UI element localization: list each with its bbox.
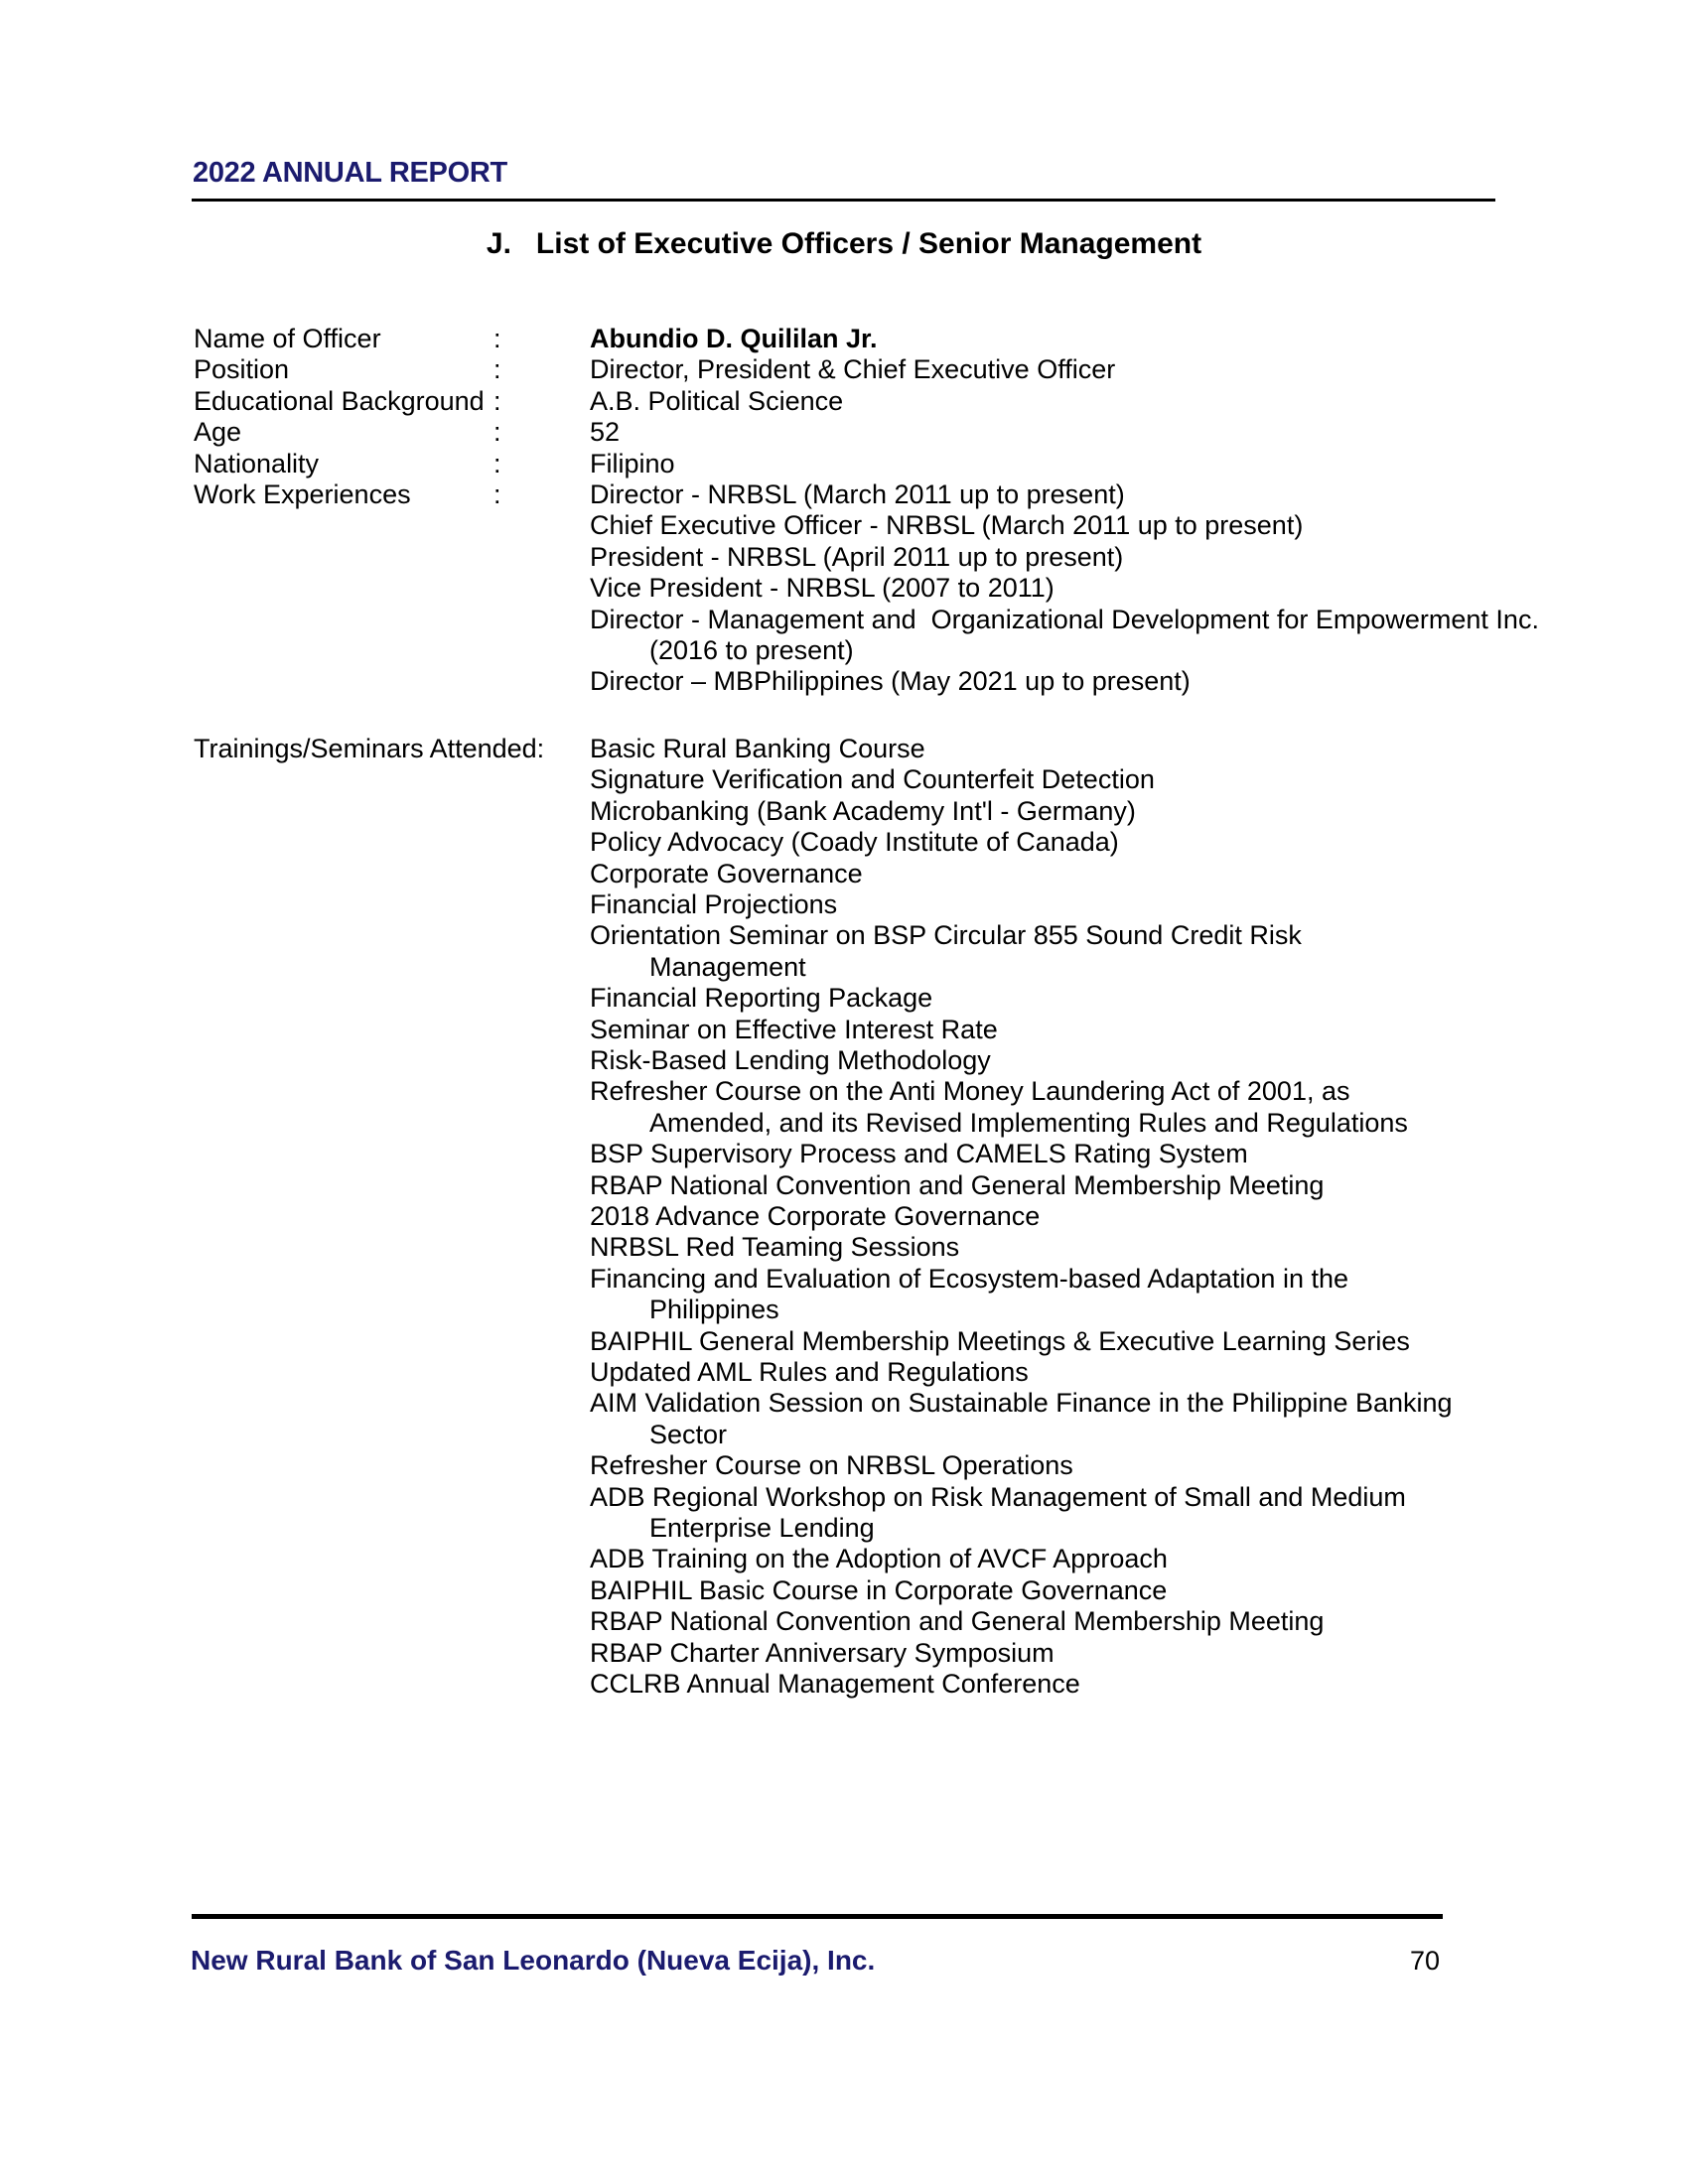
training-item: RBAP Charter Anniversary Symposium [590,1637,1055,1668]
field-value: Abundio D. Quililan Jr. [590,324,878,353]
training-item: Enterprise Lending [649,1513,875,1544]
training-item: Financial Projections [590,888,838,919]
training-item: NRBSL Red Teaming Sessions [590,1232,960,1263]
training-item: Refresher Course on NRBSL Operations [590,1450,1073,1481]
field-colon: : [493,385,501,416]
work-experience-item: President - NRBSL (April 2011 up to present) [590,541,1124,572]
field-value: Director, President & Chief Executive Officer [590,354,1116,385]
field-label: Age [194,417,242,448]
officer-field-row [194,449,1653,479]
training-item: Financial Reporting Package [590,983,933,1014]
trainings-list [590,734,1653,1701]
training-item: CCLRB Annual Management Conference [590,1669,1080,1700]
field-colon: : [493,354,501,385]
training-item: Refresher Course on the Anti Money Laundering Act of 2001, as [590,1076,1350,1107]
trainings-label: Trainings/Seminars Attended: [194,733,545,763]
work-experience-item: (2016 to present) [649,635,854,666]
work-experiences-row [194,479,1653,698]
training-item: Management [649,951,806,982]
page-number: 70 [1409,1946,1440,1976]
training-item: BSP Supervisory Process and CAMELS Rating System [590,1139,1248,1169]
field-label: Nationality [194,448,320,478]
field-colon: : [493,417,501,448]
field-value: Filipino [590,448,675,478]
work-experiences-list [590,479,1653,698]
field-value: 52 [590,417,621,448]
training-item: Sector [649,1419,728,1449]
training-item: Corporate Governance [590,858,863,888]
field-label: Position [194,354,290,385]
field-label: Educational Background [194,385,485,416]
training-item: Orientation Seminar on BSP Circular 855 Sound Credit Risk [590,920,1302,951]
training-item: Financing and Evaluation of Ecosystem-based Adaptation in the [590,1263,1348,1294]
training-item: Basic Rural Banking Course [590,733,925,763]
officer-field-row [194,354,1653,385]
work-experiences-label: Work Experiences [194,479,411,510]
field-label: Name of Officer [194,324,381,353]
work-experience-item: Vice President - NRBSL (2007 to 2011) [590,573,1055,604]
field-colon: : [493,324,501,353]
training-item: Seminar on Effective Interest Rate [590,1014,998,1044]
footer-rule [192,1914,1443,1919]
officer-field-row [194,417,1653,448]
training-item: Updated AML Rules and Regulations [590,1357,1029,1387]
training-item: RBAP National Convention and General Membership Meeting [590,1606,1325,1637]
work-experience-item: Director - Management and Organizational Development for Empowerment Inc. [590,604,1539,634]
section-title: J. List of Executive Officers / Senior Management [486,227,1202,260]
training-item: Microbanking (Bank Academy Int'l - Germany) [590,795,1136,826]
training-item: Signature Verification and Counterfeit Detection [590,764,1155,795]
training-item: Risk-Based Lending Methodology [590,1044,991,1075]
work-experience-item: Director – MBPhilippines (May 2021 up to present) [590,666,1191,697]
training-item: Philippines [649,1295,779,1325]
training-item: BAIPHIL Basic Course in Corporate Governance [590,1574,1168,1605]
training-item: BAIPHIL General Membership Meetings & Executive Learning Series [590,1325,1410,1356]
officer-field-row [194,324,1653,354]
training-item: Policy Advocacy (Coady Institute of Canada) [590,827,1119,858]
field-value: A.B. Political Science [590,385,844,416]
footer-bank-name: New Rural Bank of San Leonardo (Nueva Ecija), Inc. [191,1945,876,1976]
officer-info-block [194,324,1653,1700]
training-item: ADB Training on the Adoption of AVCF Approach [590,1544,1168,1574]
work-experience-item: Chief Executive Officer - NRBSL (March 2011 up to present) [590,510,1304,541]
officer-field-row [194,386,1653,417]
field-colon: : [493,448,501,478]
training-item: 2018 Advance Corporate Governance [590,1200,1041,1231]
work-experiences-colon: : [493,479,501,510]
work-experience-item: Director - NRBSL (March 2011 up to present) [590,479,1125,510]
training-item: Amended, and its Revised Implementing Rules and Regulations [649,1107,1408,1138]
trainings-row [194,734,1653,1701]
training-item: RBAP National Convention and General Membership Meeting [590,1169,1325,1200]
report-header: 2022 ANNUAL REPORT [193,157,507,189]
officer-fields [194,324,1653,479]
training-item: AIM Validation Session on Sustainable Finance in the Philippine Banking [590,1388,1453,1419]
header-rule [192,199,1495,202]
training-item: ADB Regional Workshop on Risk Management of Small and Medium [590,1481,1406,1512]
